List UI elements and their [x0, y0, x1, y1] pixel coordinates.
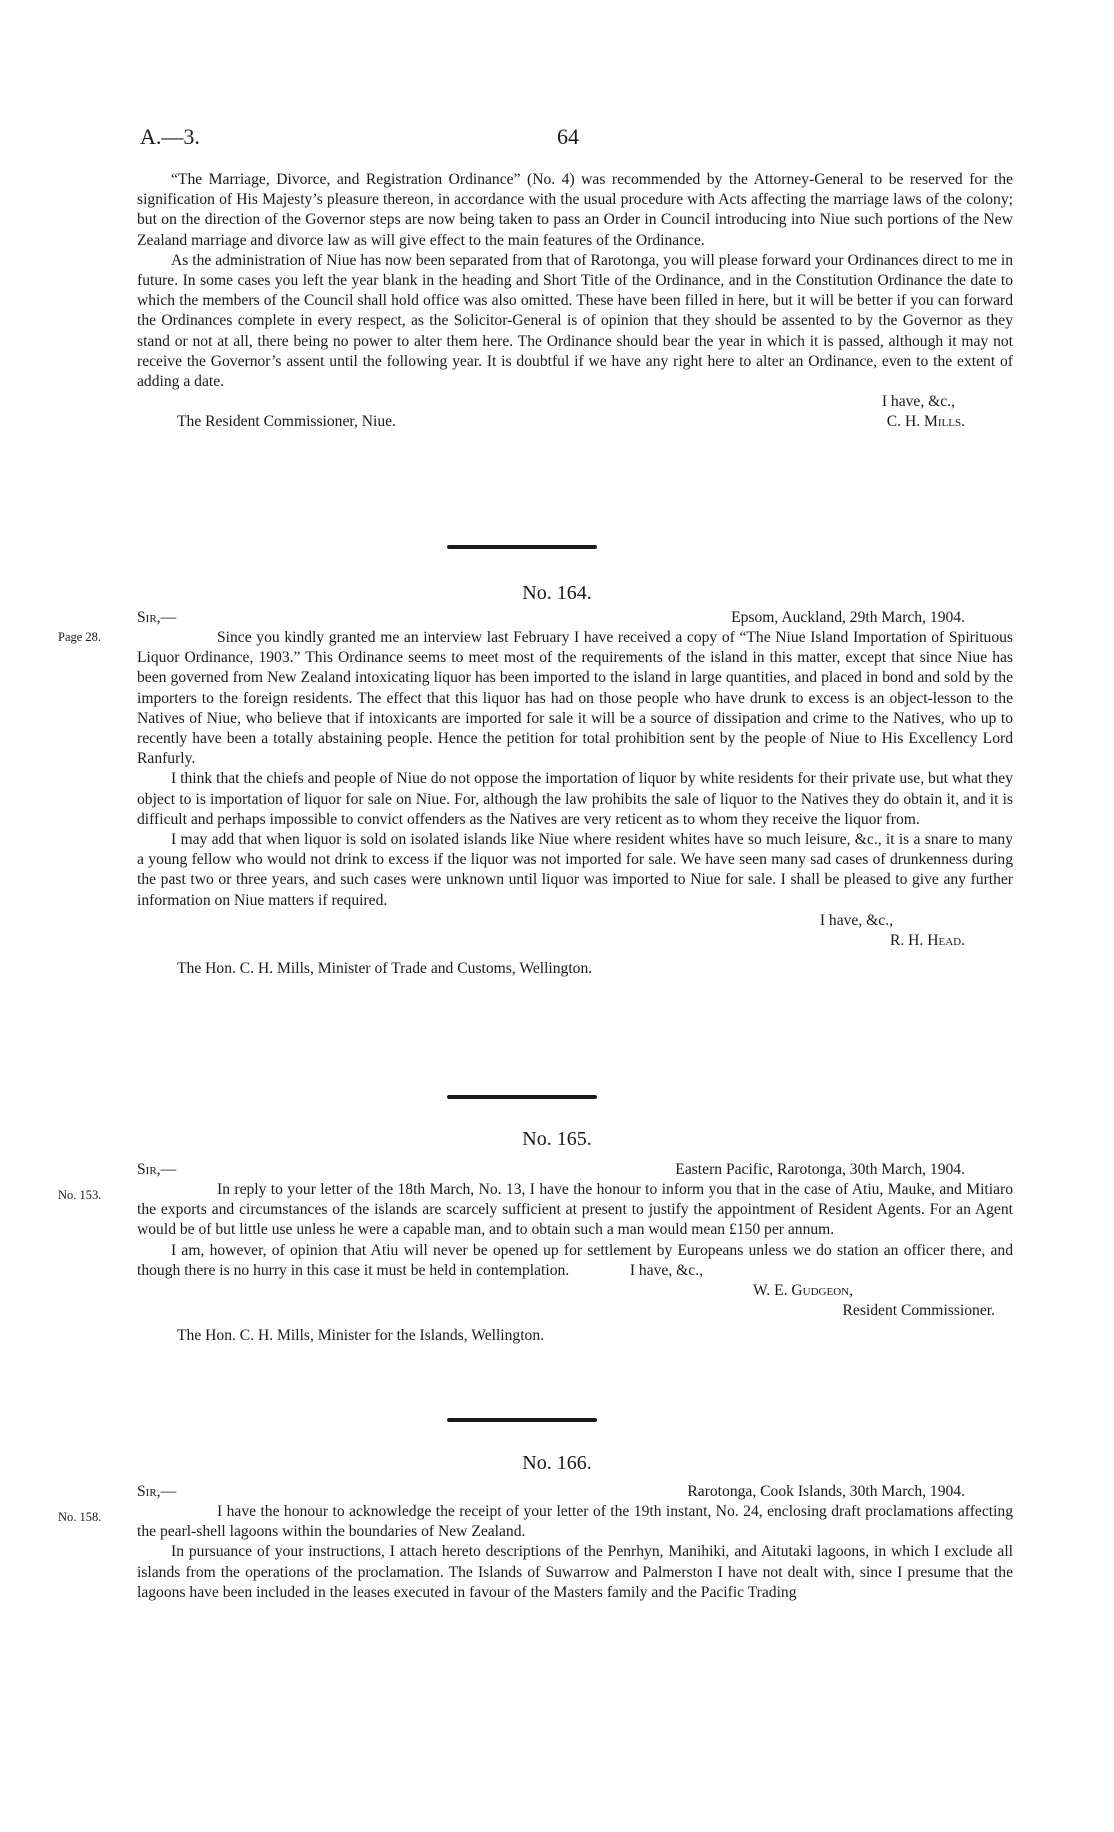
paragraph: Since you kindly granted me an interview last February I have received a copy of “The Niue Island Importation of Spirituous Liquor Ordinance, 1903.” This Ordinance seems to meet most of the requirements of the island in this matter, except that since Niue has been governed from New Zealand intoxicating liquor has been imported to the island in large quantities, and placed in bond and sold by the importers to the foreign residents. The effect that this liquor has had on those people who have drunk to excess is an object-lesson to the Natives of Niue, who believe that if intoxicants are imported for sale it will be a source of dissipation and crime to the Natives, who up to recently have been a totally abstaining people. Hence the petition for total prohibition sent by the people of Niue to His Excellency Lord Ranfurly. [137, 629, 1013, 768]
closing: I have, &c., [881, 393, 955, 411]
continuation-letter [137, 170, 1013, 432]
letter-165 [137, 1160, 1013, 1346]
signature: R. H. Head. [889, 932, 965, 950]
paragraph: I may add that when liquor is sold on isolated islands like Niue where resident whites have so much leisure, &c., it is a snare to many a young fellow who would not drink to excess if the liquor was not imported for sale. We have seen many sad cases of drunkenness during the past two or three years, and such cases were unknown until liquor was imported to Niue for sale. I shall be pleased to give any further information on Niue matters if required. [137, 831, 1013, 909]
page-number: 64 [557, 124, 579, 149]
letter-number: No. 165. [522, 1128, 592, 1150]
addressee: The Hon. C. H. Mills, Minister of Trade and Customs, Wellington. [177, 960, 593, 978]
paragraph: I have the honour to acknowledge the receipt of your letter of the 19th instant, No. 24, enclosing draft proclamations affecting the pearl-shell lagoons within the boundaries of New Zealand. [137, 1503, 1013, 1541]
section-divider [447, 1418, 597, 1422]
paragraph: “The Marriage, Divorce, and Registration Ordinance” (No. 4) was recommended by the Attorney-General to be reserved for the signification of His Majesty’s pleasure thereon, in accordance with the usual procedure with Acts affecting the marriage laws of the colony; but on the direction of the Governor steps are now being taken to pass an Order in Council introducing into Niue such portions of the New Zealand marriage and divorce law as will give effect to the main features of the Ordinance. [137, 171, 1013, 249]
closing: I have, &c., [629, 1262, 703, 1280]
paragraph: In reply to your letter of the 18th March, No. 13, I have the honour to inform you that in the case of Atiu, Mauke, and Mitiaro the exports and circumstances of the islands are scarcely sufficient at present to justify the appointment of Resident Agents. For an Agent would be of but little use unless he were a capable man, and to obtain such a man would mean £150 per annum. [137, 1181, 1013, 1239]
section-divider [447, 545, 597, 549]
salutation: Sir,— [137, 609, 177, 626]
signature: C. H. Mills. [886, 413, 965, 431]
letter-166 [137, 1482, 1013, 1603]
report-reference: A.—3. [140, 124, 200, 149]
section-divider [447, 1095, 597, 1099]
salutation: Sir,— [137, 1161, 177, 1178]
margin-reference: Page 28. [58, 630, 102, 644]
addressee: The Hon. C. H. Mills, Minister for the Islands, Wellington. [177, 1326, 545, 1344]
margin-reference: No. 153. [58, 1188, 102, 1202]
letter-number: No. 164. [522, 582, 592, 604]
paragraph: As the administration of Niue has now been separated from that of Rarotonga, you will please forward your Ordinances direct to me in future. In some cases you left the year blank in the heading and Short Title of the Ordinance, and in the Constitution Ordinance the date to which the members of the Council shall hold office was also omitted. These have been filled in here, but it will be better if you can forward the Ordinances complete in every respect, as the Solicitor-General is of opinion that they should be assented to by the Governor as they stand or not at all, there being no power to alter them here. The Ordinance should bear the year in which it is passed, although it may not receive the Governor’s assent until the following year. It is doubtful if we have any right here to alter an Ordinance, even to the extent of adding a date. [137, 251, 1013, 391]
margin-reference: No. 158. [58, 1510, 102, 1524]
closing: I have, &c., [819, 911, 893, 929]
paragraph: In pursuance of your instructions, I attach hereto descriptions of the Penrhyn, Manihiki, and Aitutaki lagoons, in which I exclude all islands from the operations of the proclamation. The Islands of Suwarrow and Palmerston I have not dealt with, since I presume that the lagoons have been included in the leases executed in favour of the Masters family and the Pacific Trading [137, 1543, 1013, 1601]
paragraph: I am, however, of opinion that Atiu will never be opened up for settlement by Europeans unless we do station an officer there, and though there is no hurry in this case it must be held in contemplation. [137, 1241, 1013, 1279]
letter-number: No. 166. [522, 1452, 592, 1474]
salutation: Sir,— [137, 1483, 177, 1500]
signature-title: Resident Commissioner. [842, 1302, 995, 1320]
letter-164 [137, 608, 1013, 979]
signature: W. E. Gudgeon, [752, 1282, 853, 1300]
place-date: Eastern Pacific, Rarotonga, 30th March, 1904. [675, 1161, 965, 1178]
paragraph: I think that the chiefs and people of Niue do not oppose the importation of liquor by white residents for their private use, but what they object to is importation of liquor for sale on Niue. For, although the law prohibits the sale of liquor to the Natives they do obtain it, and it is difficult and perhaps impossible to convict offenders as the Natives are very reticent as to whom they receive the liquor from. [137, 770, 1013, 828]
place-date: Epsom, Auckland, 29th March, 1904. [731, 609, 965, 626]
addressee: The Resident Commissioner, Niue. [177, 413, 396, 431]
place-date: Rarotonga, Cook Islands, 30th March, 1904. [687, 1483, 965, 1500]
